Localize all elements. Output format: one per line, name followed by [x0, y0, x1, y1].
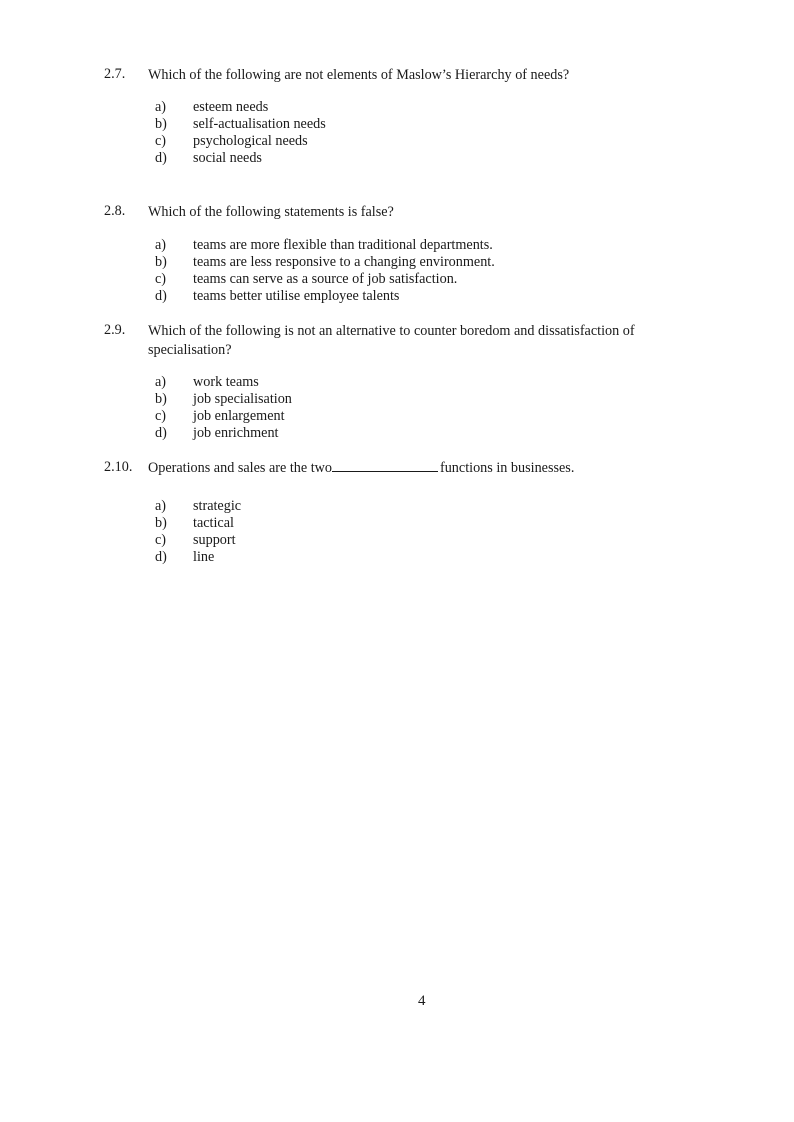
question-number: 2.10.: [104, 459, 133, 475]
option-letter: a): [155, 374, 167, 390]
option-text: strategic: [193, 498, 242, 514]
option-letter: b): [155, 254, 167, 270]
question-number: 2.8.: [104, 203, 126, 219]
option-text: tactical: [193, 515, 234, 531]
question-text: Which of the following are not elements of Maslow’s Hierarchy of needs?: [148, 67, 570, 83]
option-text: self-actualisation needs: [193, 116, 326, 132]
option-text: teams can serve as a source of job satisfaction.: [193, 271, 458, 287]
question-text-after-blank: functions in businesses.: [439, 460, 575, 476]
option-letter: c): [155, 133, 167, 149]
option-letter: b): [155, 116, 167, 132]
option-text: teams are more flexible than traditional departments.: [193, 237, 493, 253]
question-number: 2.7.: [104, 66, 126, 82]
option-text: teams are less responsive to a changing environment.: [193, 254, 495, 270]
question-text-before-blank: Operations and sales are the two: [148, 460, 332, 476]
answer-blank: [332, 459, 438, 472]
option-letter: d): [155, 288, 167, 304]
option-letter: c): [155, 271, 167, 287]
option-text: job specialisation: [193, 391, 292, 407]
question-text: Which of the following statements is false?: [148, 204, 394, 220]
option-text: line: [193, 549, 215, 565]
question-text: Which of the following is not an alternative to counter boredom and dissatisfaction of specialisation?: [148, 323, 635, 358]
option-text: teams better utilise employee talents: [193, 288, 400, 304]
option-text: psychological needs: [193, 133, 308, 149]
option-letter: c): [155, 408, 167, 424]
question-text: [148, 459, 748, 478]
option-letter: d): [155, 549, 167, 565]
option-text: support: [193, 532, 236, 548]
option-letter: c): [155, 532, 167, 548]
option-letter: d): [155, 425, 167, 441]
option-letter: a): [155, 498, 167, 514]
option-text: job enlargement: [193, 408, 285, 424]
option-letter: a): [155, 237, 167, 253]
option-letter: d): [155, 150, 167, 166]
option-letter: a): [155, 99, 167, 115]
option-text: esteem needs: [193, 99, 269, 115]
option-text: social needs: [193, 150, 262, 166]
option-letter: b): [155, 391, 167, 407]
page-number: 4: [418, 993, 426, 1009]
option-text: job enrichment: [193, 425, 279, 441]
option-text: work teams: [193, 374, 259, 390]
question-number: 2.9.: [104, 322, 126, 338]
option-letter: b): [155, 515, 167, 531]
